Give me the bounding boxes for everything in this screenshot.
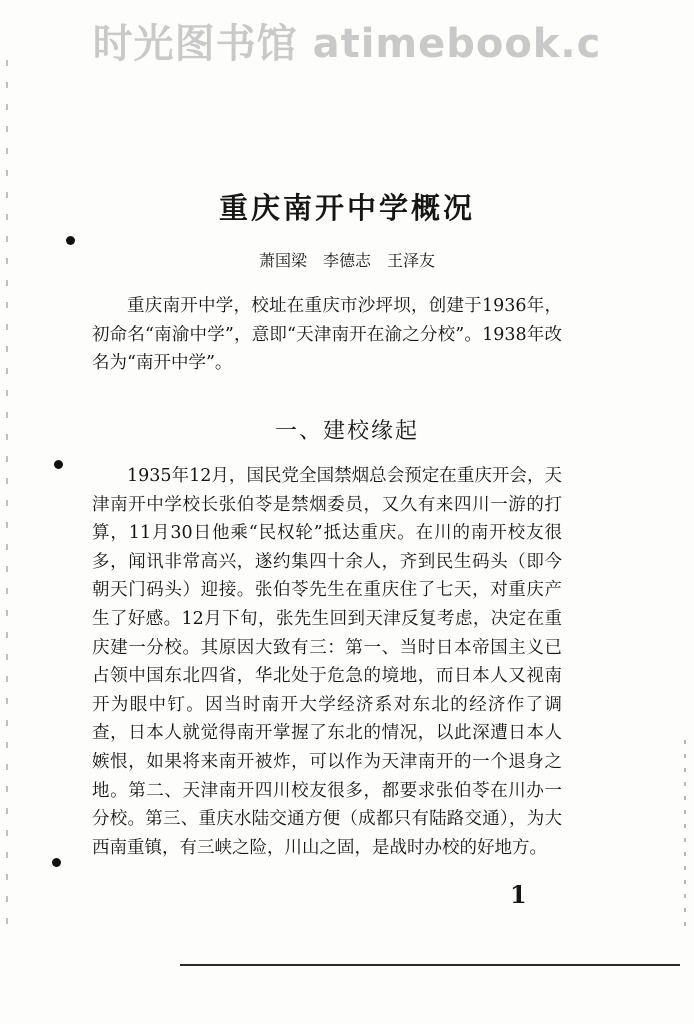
body-paragraph: 1935年12月，国民党全国禁烟总会预定在重庆开会，天津南开中学校长张伯苓是禁烟委员，又久有来四川一游的打算，11月30日他乘“民权轮”抵达重庆。在川的南开校友很多，闻讯非常高兴，遂约集四十余人，齐到民生码头（即今朝天门码头）迎接。张伯苓先生在重庆住了七天，对重庆产生了好感。12月下旬，张先生回到天津反复考虑，决定在重庆建一分校。其原因大致有三：第一、当时日本帝国主义已占领中国东北四省，华北处于危急的境地，而日本人又视南开为眼中钉。因当时南开大学经济系对东北的经济作了调查，日本人就觉得南开掌握了东北的情况，以此深遭日本人嫉恨，如果将来南开被炸，可以作为天津南开的一个退身之地。第二、天津南开四川校友很多，都要求张伯苓在川办一分校。第三、重庆水陆交通方便（成都只有陆路交通），为大西南重镇，有三峡之险，川山之固，是战时办校的好地方。 xyxy=(92,466,562,858)
right-scan-edge xyxy=(684,740,686,930)
intro-paragraph: 重庆南开中学，校址在重庆市沙坪坝，创建于1936年，初命名“南渝中学”，意即“天津南开在渝之分校”。1938年改名为“南开中学”。 xyxy=(92,296,562,373)
watermark: 时光图书馆 atimebook.c xyxy=(92,21,602,67)
article-title: 重庆南开中学概况 xyxy=(218,191,475,225)
scan-dot xyxy=(54,460,63,469)
footer-rule xyxy=(180,964,680,966)
section-heading: 一、建校缘起 xyxy=(274,419,419,444)
page-number: 1 xyxy=(510,880,527,909)
author-line: 萧国梁 李德志 王泽友 xyxy=(258,251,435,270)
scan-dot xyxy=(66,236,75,245)
scan-dot xyxy=(52,858,61,867)
